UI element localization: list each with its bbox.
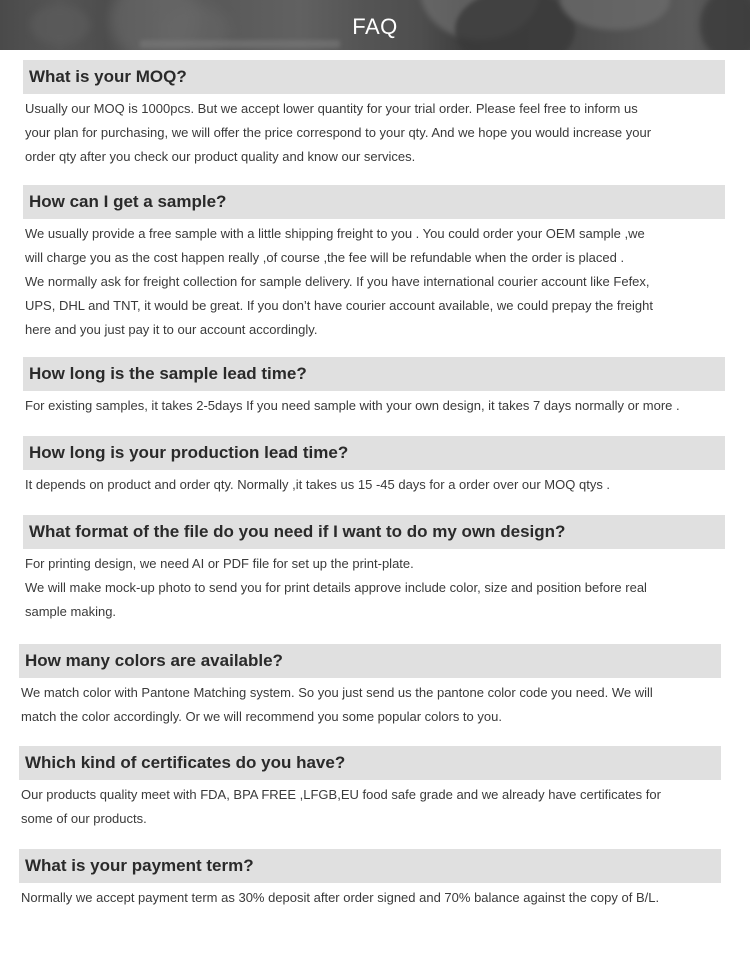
faq-question: What is your MOQ? — [23, 60, 725, 94]
answer-line: Our products quality meet with FDA, BPA FREE ,LFGB,EU food safe grade and we already have certificates for — [21, 787, 661, 802]
faq-answer — [19, 681, 721, 729]
answer-line: your plan for purchasing, we will offer the price correspond to your qty. And we hope you would increase your — [25, 125, 652, 140]
answer-line: We usually provide a free sample with a little shipping freight to you . You could order your OEM sample ,we — [25, 226, 645, 241]
faq-banner — [0, 0, 750, 50]
answer-line: will charge you as the cost happen really ,of course ,the fee will be refundable when the order is placed . — [25, 250, 625, 265]
answer-line: We match color with Pantone Matching system. So you just send us the pantone color code you need. We will — [21, 685, 653, 700]
answer-line: some of our products. — [21, 811, 147, 826]
faq-answer — [23, 473, 725, 497]
faq-item-payment-term — [19, 849, 721, 910]
faq-question: How long is your production lead time? — [23, 436, 725, 470]
answer-line: For existing samples, it takes 2-5days If you need sample with your own design, it takes 7 days normally or more . — [25, 398, 680, 413]
faq-item-sample-lead-time — [23, 357, 725, 418]
faq-item-file-format — [23, 515, 725, 624]
answer-line: It depends on product and order qty. Normally ,it takes us 15 -45 days for a order over our MOQ qtys . — [25, 477, 611, 492]
faq-answer — [23, 552, 725, 624]
answer-line: UPS, DHL and TNT, it would be great. If you don’t have courier account available, we could prepay the freight — [25, 298, 653, 313]
faq-item-moq — [23, 60, 725, 169]
answer-line: Normally we accept payment term as 30% deposit after order signed and 70% balance against the copy of B/L. — [21, 890, 660, 905]
page-title: FAQ — [352, 14, 398, 39]
faq-question: What format of the file do you need if I want to do my own design? — [23, 515, 725, 549]
faq-answer — [19, 886, 721, 910]
answer-line: We will make mock-up photo to send you for print details approve include color, size and position before real — [25, 580, 647, 595]
faq-item-colors — [19, 644, 721, 729]
faq-answer — [23, 394, 725, 418]
answer-line: For printing design, we need AI or PDF file for set up the print-plate. — [25, 556, 414, 571]
answer-line: here and you just pay it to our account accordingly. — [25, 322, 318, 337]
faq-answer — [19, 783, 721, 831]
faq-item-production-lead-time — [23, 436, 725, 497]
faq-item-sample — [23, 185, 725, 342]
answer-line: We normally ask for freight collection for sample delivery. If you have international courier account like Fefex, — [25, 274, 650, 289]
faq-question: How long is the sample lead time? — [23, 357, 725, 391]
faq-question: Which kind of certificates do you have? — [19, 746, 721, 780]
faq-answer — [23, 222, 725, 342]
answer-line: match the color accordingly. Or we will recommend you some popular colors to you. — [21, 709, 502, 724]
faq-answer — [23, 97, 725, 169]
faq-item-certificates — [19, 746, 721, 831]
faq-question: How many colors are available? — [19, 644, 721, 678]
faq-question: How can I get a sample? — [23, 185, 725, 219]
faq-question: What is your payment term? — [19, 849, 721, 883]
answer-line: order qty after you check our product quality and know our services. — [25, 149, 416, 164]
banner-photo-shape — [140, 40, 340, 48]
answer-line: Usually our MOQ is 1000pcs. But we accept lower quantity for your trial order. Please feel free to inform us — [25, 101, 638, 116]
answer-line: sample making. — [25, 604, 117, 619]
